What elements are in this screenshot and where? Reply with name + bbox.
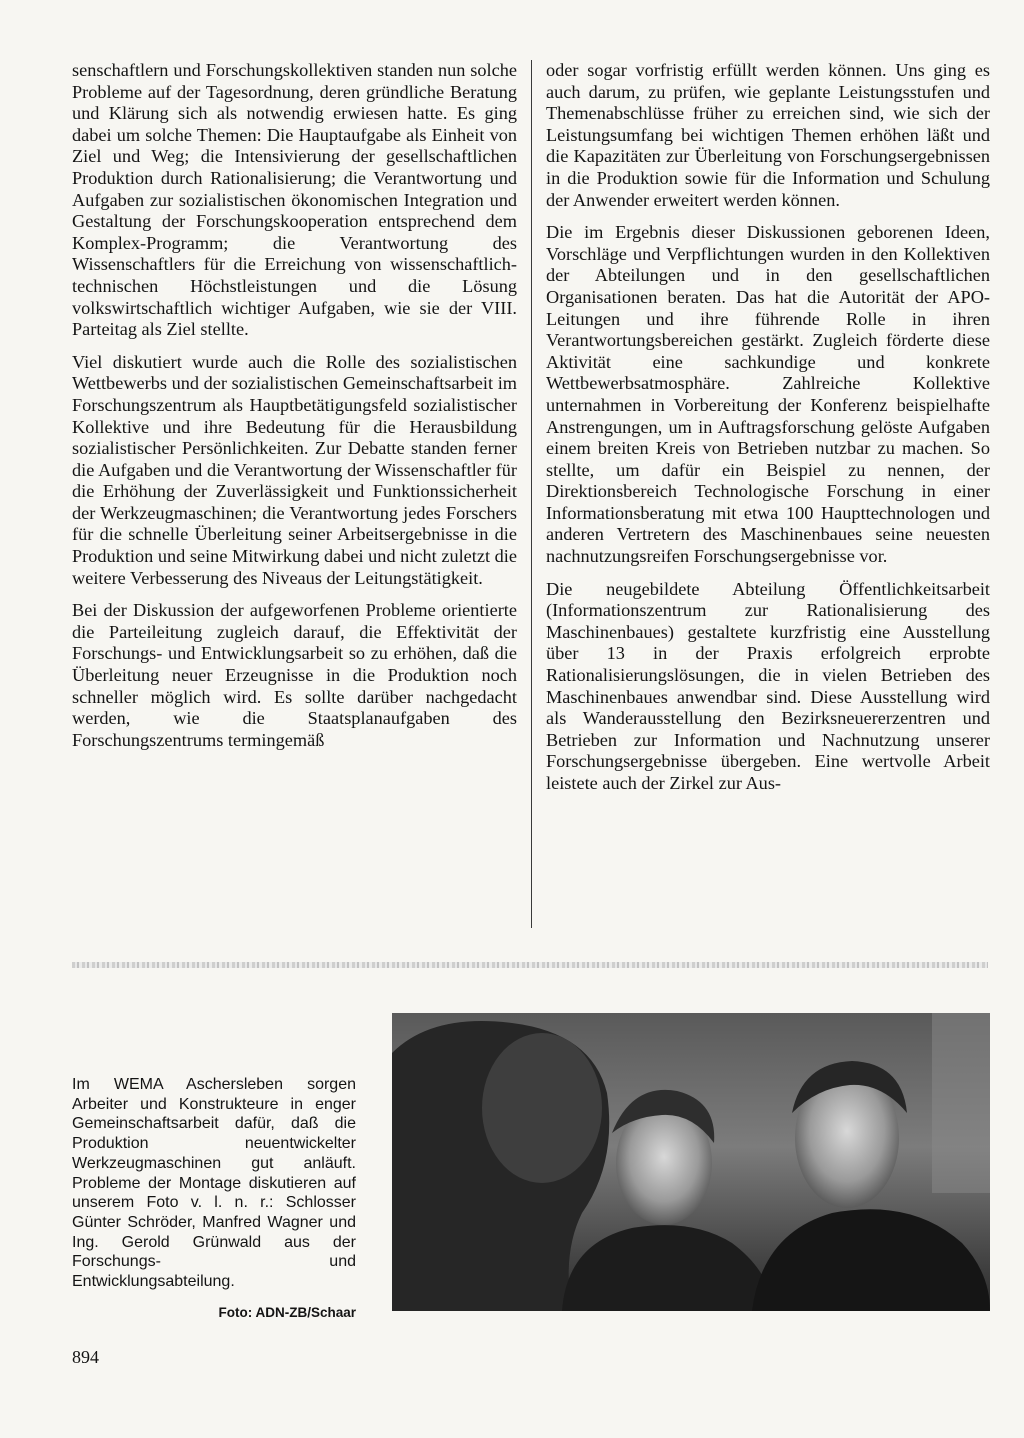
photo-caption: Im WEMA Aschersleben sorgen Arbeiter und Konstrukteure in enger Gemeinschaftsarbeit dafür, daß die Produktion neuentwickelter Werkzeugmaschinen gut anläuft. Probleme der Montage diskutieren auf unserem Foto v. l. n. r.: Schlosser Günter Schröder, Manfred Wagner und Ing. Gerold Grünwald aus der Forschungs- und Entwicklungsabteilung. (72, 1076, 356, 1291)
paragraph: Viel diskutiert wurde auch die Rolle des sozialistischen Wettbewerbs und der sozialistischen Gemeinschaftsarbeit im Forschungszentrum als Hauptbetätigungsfeld sozialistischer Kollektive und ihre Bedeutung für die Herausbildung sozialistischer Persönlichkeiten. Zur Debatte standen ferner die Aufgaben und die Verantwortung der Wissenschaftler für die Erhöhung der Zuverlässigkeit und Funktionssicherheit der Werkzeugmaschinen; die Verantwortung jedes Forschers für die schnelle Überleitung seiner Arbeitsergebnisse in die Produktion und seine Mitwirkung dabei und nicht zuletzt die weitere Verbesserung des Niveaus der Leitungstätigkeit. (72, 351, 517, 588)
page-number: 894 (72, 1347, 99, 1367)
paragraph: Die im Ergebnis dieser Diskussionen geborenen Ideen, Vorschläge und Verpflichtungen wurden in den Kollektiven der Abteilungen und in den gesellschaftlichen Organisationen beraten. Das hat die Autorität der APO-Leitungen und ihre führende Rolle in ihren Verantwortungsbereichen gestärkt. Zugleich förderte diese Aktivität eine sachkundige und konkrete Wettbewerbsatmosphäre. Zahlreiche Kollektive unternahmen in Vorbereitung der Konferenz beispielhafte Anstrengungen, um in Auftragsforschung gelöste Aufgaben einem breiten Kreis von Betrieben nutzbar zu machen. So stellte, um dafür ein Beispiel zu nennen, der Direktionsbereich Technologische Forschung in einer Informationsberatung mit etwa 100 Haupttechnologen und anderen Vertretern des Maschinenbaues seine neuesten nachnutzungsreifen Forschungsergebnisse vor. (546, 222, 990, 567)
paragraph: Bei der Diskussion der aufgeworfenen Probleme orientierte die Parteileitung zugleich darauf, die Effektivität der Forschungs- und Entwicklungsarbeit so zu erhöhen, daß die Überleitung neuer Erzeugnisse in die Produktion noch schneller möglich wird. Es sollte darüber nachgedacht werden, wie die Staatsplanaufgaben des Forschungszentrums termingemäß (72, 600, 517, 750)
section-divider (72, 962, 988, 968)
paragraph: oder sogar vorfristig erfüllt werden können. Uns ging es auch darum, zu prüfen, wie geplante Leistungsstufen und Themenabschlüsse früher zu erreichen sind, wie sich der Leistungsumfang bei wichtigen Themen erhöhen läßt und die Kapazitäten zur Überleitung von Forschungsergebnissen in die Produktion sowie für die Information und Schulung der Anwender erweitert werden können. (546, 60, 990, 210)
article-column-right (546, 60, 990, 806)
photo-credit: Foto: ADN-ZB/Schaar (218, 1305, 356, 1320)
article-column-left (72, 60, 517, 762)
photograph (392, 1013, 990, 1311)
column-divider (531, 60, 532, 928)
photograph-image (392, 1013, 990, 1311)
paragraph: Die neugebildete Abteilung Öffentlichkeitsarbeit (Informationszentrum zur Rationalisierung des Maschinenbaues) gestaltete kurzfristig eine Ausstellung über 13 in der Praxis erfolgreich erprobte Rationalisierungslösungen, die in vielen Betrieben des Maschinenbaues anwendbar sind. Diese Ausstellung wird als Wanderausstellung den Bezirksneuererzentren und Betrieben zur Information und Nachnutzung unserer Forschungsergebnisse übergeben. Eine wertvolle Arbeit leistete auch der Zirkel zur Aus- (546, 578, 990, 793)
paragraph: senschaftlern und Forschungskollektiven standen nun solche Probleme auf der Tagesordnung, deren gründliche Beratung und Klärung sich als notwendig erwiesen hatte. Es ging dabei um solche Themen: Die Hauptaufgabe als Einheit von Ziel und Weg; die Intensivierung der gesellschaftlichen Produktion durch Rationalisierung; die Verantwortung und Aufgaben zur sozialistischen ökonomischen Integration und Gestaltung der Forschungskooperation entsprechend dem Komplex-Programm; die Verantwortung des Wissenschaftlers für die Erreichung von wissenschaftlich-technischen Höchstleistungen und die Lösung volkswirtschaftlich wichtiger Aufgaben, wie sie der VIII. Parteitag als Ziel stellte. (72, 60, 517, 340)
